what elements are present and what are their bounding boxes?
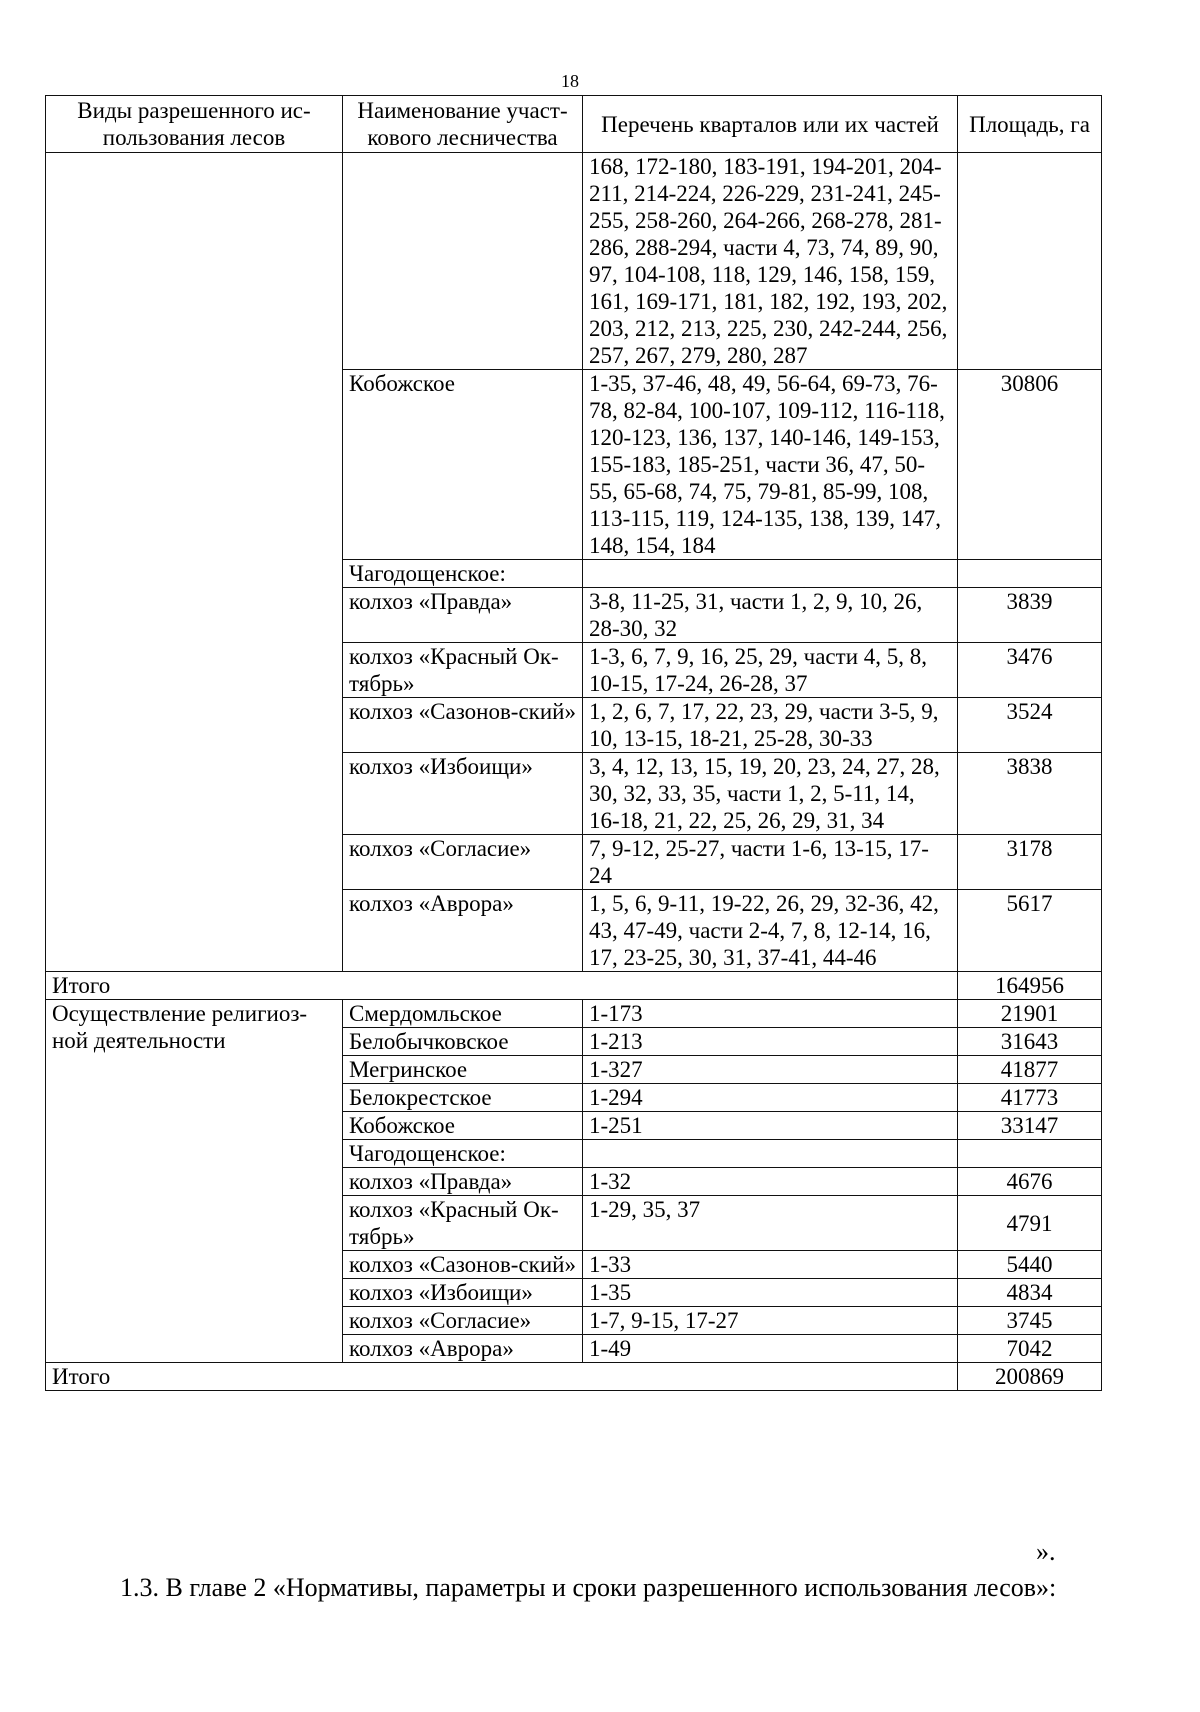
area-cell	[958, 1140, 1102, 1168]
header-quarters-list: Перечень кварталов или их частей	[583, 96, 958, 153]
forestry-name-cell: Белокрестское	[343, 1084, 583, 1112]
total-row	[46, 972, 1102, 1000]
total-label: Итого	[46, 972, 958, 1000]
area-cell: 3745	[958, 1307, 1102, 1335]
area-cell: 5617	[958, 890, 1102, 972]
quarters-cell: 1-29, 35, 37	[583, 1196, 958, 1251]
total-value: 200869	[958, 1363, 1102, 1391]
forestry-name-cell	[343, 153, 583, 370]
quarters-cell: 1-327	[583, 1056, 958, 1084]
forest-use-table	[45, 95, 1102, 1391]
table-header-row	[46, 96, 1102, 153]
table-row	[46, 153, 1102, 370]
forestry-name-cell: Смердомльское	[343, 1000, 583, 1028]
area-cell: 21901	[958, 1000, 1102, 1028]
quarters-cell: 1, 5, 6, 9-11, 19-22, 26, 29, 32-36, 42, 43, 47-49, части 2-4, 7, 8, 12-14, 16, 17, 23-25, 30, 31, 37-41, 44-46	[583, 890, 958, 972]
use-type-cell-empty	[46, 153, 343, 972]
forestry-name-cell: Белобычковское	[343, 1028, 583, 1056]
area-cell: 4791	[958, 1196, 1102, 1251]
quarters-cell: 7, 9-12, 25-27, части 1-6, 13-15, 17-24	[583, 835, 958, 890]
area-cell: 4834	[958, 1279, 1102, 1307]
forestry-name-cell: Кобожское	[343, 1112, 583, 1140]
quarters-cell: 1, 2, 6, 7, 17, 22, 23, 29, части 3-5, 9, 10, 13-15, 18-21, 25-28, 30-33	[583, 698, 958, 753]
table-row	[46, 1000, 1102, 1028]
total-row	[46, 1363, 1102, 1391]
area-cell: 41773	[958, 1084, 1102, 1112]
quarters-cell: 1-7, 9-15, 17-27	[583, 1307, 958, 1335]
header-area: Площадь, га	[958, 96, 1102, 153]
forestry-name-cell: Кобожское	[343, 370, 583, 560]
quarters-cell: 1-213	[583, 1028, 958, 1056]
quarters-cell: 1-35, 37-46, 48, 49, 56-64, 69-73, 76-78, 82-84, 100-107, 109-112, 116-118, 120-123, 136, 137, 140-146, 149-153, 155-183, 185-251, части 36, 47, 50-55, 65-68, 74, 75, 79-81, 85-99, 108, 113-115, 119, 124-135, 138, 139, 147, 148, 154, 184	[583, 370, 958, 560]
area-cell: 4676	[958, 1168, 1102, 1196]
page-number: 18	[561, 71, 579, 91]
area-cell: 3476	[958, 643, 1102, 698]
forestry-name-cell: колхоз «Правда»	[343, 588, 583, 643]
header-forestry-name: Наименование участ-кового лесничества	[343, 96, 583, 153]
forestry-name-cell: колхоз «Красный Ок-тябрь»	[343, 643, 583, 698]
forestry-name-cell: колхоз «Избоищи»	[343, 753, 583, 835]
forestry-name-cell: Чагодощенское:	[343, 560, 583, 588]
forestry-name-cell: колхоз «Согласие»	[343, 1307, 583, 1335]
area-cell: 30806	[958, 370, 1102, 560]
quarters-cell: 1-49	[583, 1335, 958, 1363]
forestry-name-cell: колхоз «Правда»	[343, 1168, 583, 1196]
quarters-cell: 3, 4, 12, 13, 15, 19, 20, 23, 24, 27, 28, 30, 32, 33, 35, части 1, 2, 5-11, 14, 16-18, 21, 22, 25, 26, 29, 31, 34	[583, 753, 958, 835]
quarters-cell: 1-32	[583, 1168, 958, 1196]
quarters-cell: 1-294	[583, 1084, 958, 1112]
quarters-cell	[583, 1140, 958, 1168]
area-cell: 3178	[958, 835, 1102, 890]
area-cell: 31643	[958, 1028, 1102, 1056]
area-cell	[958, 153, 1102, 370]
area-cell: 7042	[958, 1335, 1102, 1363]
forestry-name-cell: колхоз «Согласие»	[343, 835, 583, 890]
forestry-name-cell: колхоз «Аврора»	[343, 1335, 583, 1363]
paragraph-1-3: 1.3. В главе 2 «Нормативы, параметры и сроки разрешенного использования лесов»:	[120, 1573, 1057, 1602]
forestry-name-cell: колхоз «Красный Ок-тябрь»	[343, 1196, 583, 1251]
quarters-cell: 168, 172-180, 183-191, 194-201, 204-211, 214-224, 226-229, 231-241, 245-255, 258-260, 264-266, 268-278, 281-286, 288-294, части 4, 73, 74, 89, 90, 97, 104-108, 118, 129, 146, 158, 159, 161, 169-171, 181, 182, 192, 193, 202, 203, 212, 213, 225, 230, 242-244, 256, 257, 267, 279, 280, 287	[583, 153, 958, 370]
forestry-name-cell: колхоз «Сазонов-ский»	[343, 698, 583, 753]
quarters-cell: 1-35	[583, 1279, 958, 1307]
area-cell: 3524	[958, 698, 1102, 753]
area-cell: 5440	[958, 1251, 1102, 1279]
quarters-cell: 1-33	[583, 1251, 958, 1279]
closing-quote: ».	[1036, 1537, 1056, 1566]
quarters-cell: 1-173	[583, 1000, 958, 1028]
use-type-cell: Осуществление религиоз-ной деятельности	[46, 1000, 343, 1363]
quarters-cell: 1-251	[583, 1112, 958, 1140]
forestry-name-cell: Чагодощенское:	[343, 1140, 583, 1168]
forestry-name-cell: колхоз «Аврора»	[343, 890, 583, 972]
area-cell: 3839	[958, 588, 1102, 643]
total-value: 164956	[958, 972, 1102, 1000]
area-cell: 41877	[958, 1056, 1102, 1084]
forestry-name-cell: колхоз «Избоищи»	[343, 1279, 583, 1307]
forestry-name-cell: Мегринское	[343, 1056, 583, 1084]
area-cell	[958, 560, 1102, 588]
area-cell: 33147	[958, 1112, 1102, 1140]
forestry-name-cell: колхоз «Сазонов-ский»	[343, 1251, 583, 1279]
quarters-cell: 3-8, 11-25, 31, части 1, 2, 9, 10, 26, 28-30, 32	[583, 588, 958, 643]
quarters-cell: 1-3, 6, 7, 9, 16, 25, 29, части 4, 5, 8, 10-15, 17-24, 26-28, 37	[583, 643, 958, 698]
quarters-cell	[583, 560, 958, 588]
area-cell: 3838	[958, 753, 1102, 835]
total-label: Итого	[46, 1363, 958, 1391]
header-use-type: Виды разрешенного ис-пользования лесов	[46, 96, 343, 153]
